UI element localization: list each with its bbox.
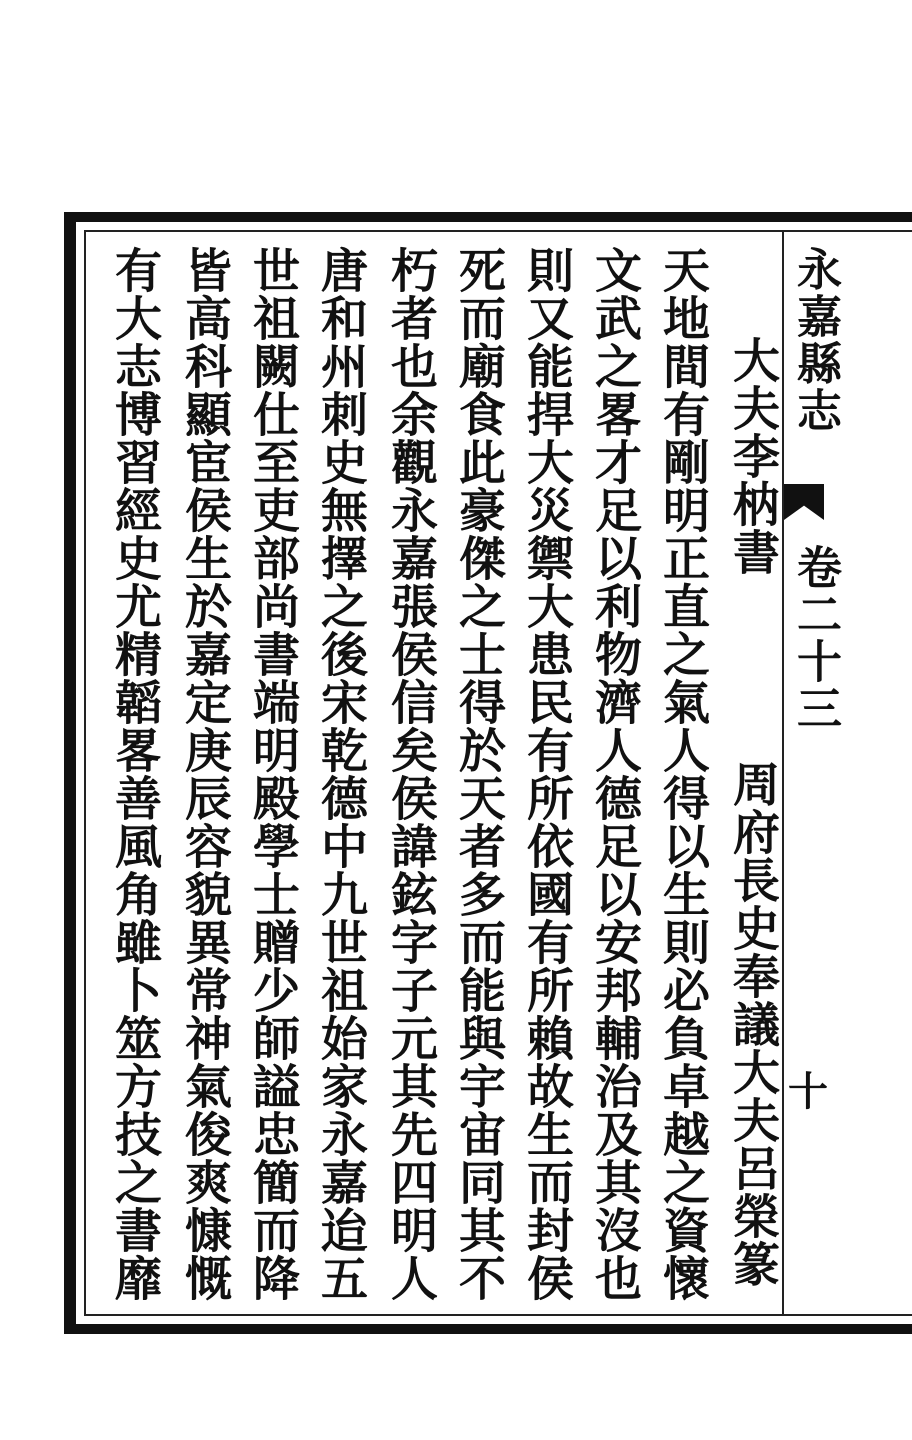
juan-number: 卷二十三 [789, 544, 842, 732]
page-number: 十 [788, 1068, 828, 1115]
seal-script-line: 周府長史奉議大夫呂榮篆 [725, 760, 780, 1288]
banxin-column [790, 246, 840, 732]
text-column-8: 皆高科顯宦侯生於嘉定庚辰容貌異常神氣俊爽慷慨 [177, 246, 232, 1302]
text-column-6: 唐和州刺史無擇之後宋乾德中九世祖始家永嘉迨五 [313, 246, 368, 1302]
author-line: 大夫李枘書 [725, 336, 780, 576]
text-column-1: 天地間有剛明正直之氣人得以生則必負卓越之資懷 [655, 246, 710, 1302]
book-title: 永嘉縣志 [789, 246, 842, 434]
text-column-2: 文武之畧才足以利物濟人德足以安邦輔治及其沒也 [587, 246, 642, 1302]
text-column-4: 死而廟食此豪傑之士得於天者多而能與宇宙同其不 [451, 246, 506, 1302]
banxin-divider [782, 232, 784, 1314]
text-column-5: 朽者也余觀永嘉張侯信矣侯諱鉉字子元其先四明人 [383, 246, 438, 1302]
text-column-9: 有大志博習經史尤精韜畧善風角雖卜筮方技之書靡 [107, 246, 162, 1302]
text-column-7: 世祖闕仕至吏部尚書端明殿學士贈少師謚忠簡而降 [245, 246, 300, 1302]
text-column-3: 則又能捍大災禦大患民有所依國有所賴故生而封侯 [519, 246, 574, 1302]
